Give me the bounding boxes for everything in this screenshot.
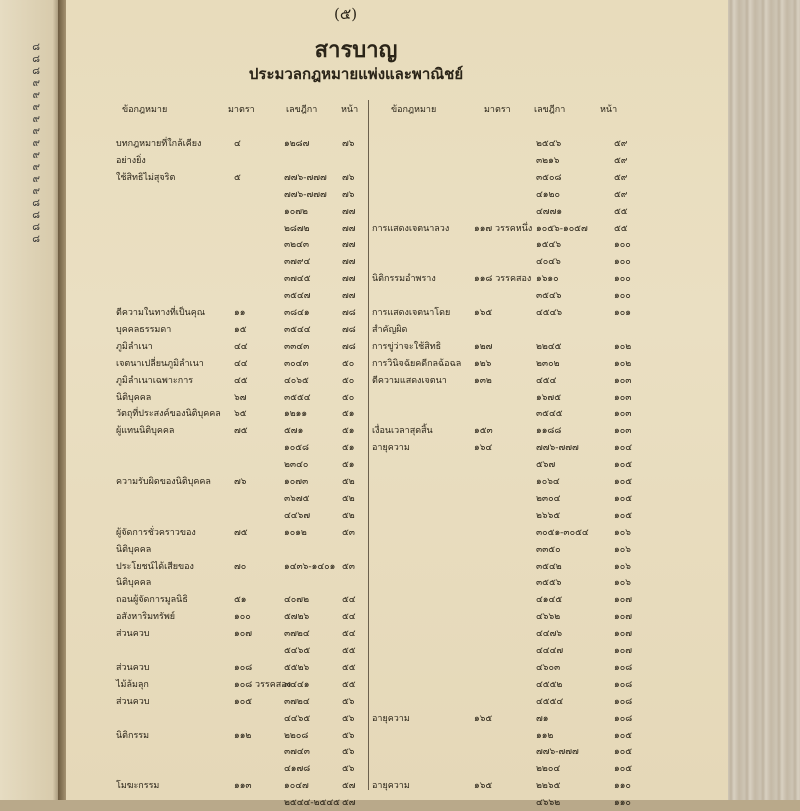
entry-decision-number: ๓๒๑๖	[536, 155, 560, 166]
entry-page: ๕๒	[342, 510, 355, 521]
entry-page: ๑๐๘	[614, 696, 633, 707]
entry-page: ๑๐๐	[614, 291, 631, 302]
left-page-number: ๘	[32, 66, 40, 77]
entry-page: ๗๘	[342, 324, 356, 335]
entry-decision-number: ๑๐๗๓	[284, 477, 309, 487]
left-page-number: ๙	[32, 186, 40, 197]
left-page-number: ๙	[32, 174, 40, 185]
entry-page: ๑๐๕	[614, 493, 633, 504]
entry-page: ๗๗	[342, 206, 356, 217]
entry-page: ๑๐๗	[614, 629, 632, 640]
left-page-number: ๘	[32, 234, 40, 245]
entry-topic: อย่างยิ่ง	[116, 155, 146, 166]
entry-decision-number: ๑๖๗๕	[536, 392, 562, 403]
entry-decision-number: ๓๒๔๓	[284, 240, 310, 251]
entry-decision-number: ๓๕๕๔	[284, 392, 311, 403]
page-title: สารบาญ	[314, 38, 398, 63]
left-page-number: ๘	[32, 198, 40, 209]
entry-topic: การวินิจฉัยคดีกลฉ้อฉล	[372, 358, 462, 369]
entry-decision-number: ๔๗๗๑	[536, 206, 563, 217]
entry-section: ๗๐	[234, 561, 247, 572]
entry-decision-number: ๒๕๔๔-๒๕๔๕	[284, 798, 340, 809]
entry-page: ๕๕	[614, 223, 628, 234]
entry-decision-number: ๓๕๔๕	[536, 409, 563, 420]
entry-topic: ความรับผิดของนิติบุคคล	[116, 477, 211, 487]
entry-page: ๕๗	[342, 798, 356, 809]
entry-decision-number: ๓๔๔๑	[284, 679, 310, 690]
entry-page: ๑๐๖	[614, 561, 631, 572]
entry-topic: ผู้จัดการชั่วคราวของ	[116, 527, 196, 538]
entry-section: ๑๑	[234, 308, 246, 318]
header-topic-right: ข้อกฎหมาย	[391, 105, 437, 115]
entry-page: ๗๗	[342, 291, 356, 302]
entry-topic: ประโยชน์ได้เสียของ	[116, 561, 194, 572]
entry-decision-number: ๓๘๔๑	[284, 308, 310, 318]
entry-page: ๑๐๘	[614, 713, 633, 724]
entry-section: ๔๔	[234, 358, 248, 369]
entry-page: ๕๑	[342, 443, 355, 454]
entry-decision-number: ๒๕๔๖	[536, 139, 562, 149]
left-page-number: ๘	[32, 210, 40, 221]
entry-decision-number: ๑๑๒	[536, 730, 554, 741]
entry-page: ๕๑	[342, 409, 355, 420]
left-page-number: ๙	[32, 162, 40, 173]
entry-decision-number: ๔๑๒๐	[536, 189, 560, 200]
entry-section: ๔๕	[234, 375, 248, 386]
entry-decision-number: ๕๔๖๕	[284, 646, 311, 656]
entry-section: ๑๖๕	[474, 781, 493, 792]
entry-page: ๑๐๒	[614, 358, 632, 369]
entry-page: ๗๖	[342, 172, 355, 183]
entry-topic: นิติกรรม	[116, 730, 150, 741]
entry-decision-number: ๔๔๔๗	[536, 646, 564, 656]
entry-topic: ตีความในทางที่เป็นคุณ	[116, 308, 206, 318]
entry-decision-number: ๑๒๘๗	[284, 139, 310, 149]
entry-decision-number: ๔๖๐๓	[536, 662, 561, 673]
header-pageno-right: เลขฎีกา	[534, 105, 566, 115]
entry-decision-number: ๓๗๔๕	[284, 274, 311, 285]
entry-page: ๑๐๒	[614, 341, 632, 352]
entry-section: ๔	[234, 139, 241, 149]
entry-topic: ส่วนควบ	[116, 696, 150, 707]
entry-topic: ตีความแสดงเจตนา	[372, 375, 447, 386]
entry-section: ๖๕	[234, 409, 247, 420]
entry-decision-number: ๔๕๕๒	[536, 679, 563, 690]
entry-section: ๑๐๗	[234, 629, 252, 640]
entry-topic: ใช้สิทธิไม่สุจริต	[116, 172, 176, 183]
entry-page: ๑๐๔	[614, 443, 633, 454]
entry-page: ๗๘	[342, 308, 356, 318]
entry-topic: วัตถุที่ประสงค์ของนิติบุคคล	[116, 409, 221, 420]
entry-decision-number: ๑๔๓๖-๑๔๐๑	[284, 561, 336, 572]
entry-page: ๕๔	[342, 595, 356, 606]
entry-page: ๕๕	[342, 646, 356, 656]
entry-page: ๑๐๗	[614, 595, 632, 606]
entry-section: ๑๐๘	[234, 662, 253, 673]
entry-page: ๑๐๗	[614, 612, 632, 623]
entry-topic: อายุความ	[372, 713, 410, 724]
left-page-number: ๙	[32, 78, 40, 89]
entry-decision-number: ๔๐๗๒	[284, 595, 310, 606]
entry-section: ๑๒๗	[474, 341, 493, 352]
entry-page: ๗๘	[342, 341, 356, 352]
left-page-number: ๘	[32, 54, 40, 65]
entry-decision-number: ๕๕๒๖	[284, 662, 310, 673]
entry-decision-number: ๒๒๐๔	[536, 764, 561, 775]
left-page-number: ๙	[32, 126, 40, 137]
entry-decision-number: ๓๗๒๔	[284, 629, 310, 640]
entry-page: ๕๖	[342, 730, 355, 741]
entry-page: ๑๐๐	[614, 257, 631, 268]
entry-page: ๕๕	[614, 206, 628, 217]
entry-decision-number: ๔๖๖๒	[536, 798, 561, 809]
entry-topic: อายุความ	[372, 443, 410, 454]
entry-decision-number: ๗๗๖-๗๗๗	[284, 189, 327, 200]
entry-page: ๗๗	[342, 257, 356, 268]
entry-page: ๑๐๓	[614, 375, 632, 386]
entry-topic: การแสดงเจตนาโดย	[372, 308, 451, 318]
entry-topic: อายุความ	[372, 781, 410, 792]
entry-page: ๕๐	[342, 392, 355, 403]
entry-decision-number: ๓๗๔๓	[284, 747, 310, 758]
entry-decision-number: ๔๐๖๕	[284, 375, 309, 386]
entry-page: ๑๐๑	[614, 308, 631, 318]
entry-decision-number: ๕๖๗	[536, 460, 556, 471]
header-section-left: มาตรา	[228, 105, 255, 115]
entry-page: ๑๐๓	[614, 392, 632, 403]
entry-decision-number: ๑๐๕๖-๑๐๕๗	[536, 223, 588, 234]
entry-decision-number: ๑๕๔๖	[536, 240, 562, 251]
entry-decision-number: ๒๘๗๒	[284, 223, 310, 234]
entry-page: ๕๒	[342, 477, 355, 487]
entry-decision-number: ๓๐๔๓	[284, 358, 309, 369]
entry-decision-number: ๓๕๔๒	[536, 561, 562, 572]
entry-section: ๔๔	[234, 341, 248, 352]
entry-page: ๕๑	[342, 460, 355, 471]
entry-decision-number: ๑๐๗๒	[284, 206, 308, 217]
entry-page: ๑๐๕	[614, 747, 633, 758]
entry-decision-number: ๓๕๔๗	[284, 291, 311, 302]
entry-topic: ไม้ล้มลุก	[116, 679, 149, 690]
entry-section: ๑๕	[234, 324, 247, 335]
entry-section: ๕๑	[234, 595, 247, 606]
entry-topic: ส่วนควบ	[116, 662, 150, 673]
entry-decision-number: ๑๖๑๐	[536, 274, 559, 285]
entry-page: ๑๐๖	[614, 578, 631, 589]
entry-page: ๑๐๖	[614, 527, 631, 538]
entry-decision-number: ๕๗๑	[284, 426, 304, 437]
entry-section: ๖๗	[234, 392, 247, 403]
entry-page: ๑๐๕	[614, 477, 633, 487]
index-page	[66, 0, 728, 809]
entry-decision-number: ๓๕๐๘	[536, 172, 562, 183]
entry-decision-number: ๓๗๒๔	[284, 696, 310, 707]
entry-page: ๑๐๓	[614, 426, 632, 437]
entry-decision-number: ๗๗๖-๗๗๗	[536, 443, 579, 454]
entry-page: ๑๐๐	[614, 240, 631, 251]
entry-decision-number: ๑๐๔๗	[284, 781, 309, 792]
entry-decision-number: ๔๕๕๔	[536, 696, 564, 707]
entry-page: ๕๖	[342, 747, 355, 758]
entry-topic: นิติบุคคล	[116, 392, 152, 403]
entry-decision-number: ๕๗๒๖	[284, 612, 310, 623]
entry-section: ๑๖๕	[474, 713, 493, 724]
left-page-number: ๘	[32, 42, 40, 53]
entry-decision-number: ๓๖๗๕	[284, 493, 310, 504]
entry-decision-number: ๓๕๕๖	[536, 578, 562, 589]
entry-topic: นิติกรรมอำพราง	[372, 274, 436, 285]
entry-decision-number: ๓๕๔๔	[284, 324, 311, 335]
entry-page: ๑๐๖	[614, 544, 631, 555]
entry-page: ๕๐	[342, 358, 355, 369]
entry-page: ๑๐๕	[614, 460, 633, 471]
entry-decision-number: ๑๒๑๑	[284, 409, 308, 420]
entry-topic: การแสดงเจตนาลวง	[372, 223, 450, 234]
entry-topic: เจตนาเปลี่ยนภูมิลำเนา	[116, 358, 204, 369]
header-pageno-left: เลขฎีกา	[286, 105, 318, 115]
entry-decision-number: ๔๑๔๕	[536, 595, 563, 606]
entry-page: ๗๖	[342, 139, 355, 149]
entry-page: ๑๐๓	[614, 409, 632, 420]
entry-decision-number: ๒๖๖๕	[536, 510, 561, 521]
entry-section: ๕	[234, 172, 241, 183]
entry-decision-number: ๓๕๔๖	[536, 291, 562, 302]
header-topic-left: ข้อกฎหมาย	[122, 105, 168, 115]
entry-section: ๑๕๓	[474, 426, 493, 437]
entry-decision-number: ๓๓๔๓	[284, 341, 310, 352]
header-section-right: มาตรา	[484, 105, 511, 115]
entry-page: ๕๒	[342, 493, 355, 504]
entry-page: ๕๙	[614, 139, 628, 149]
entry-decision-number: ๒๒๖๕	[536, 781, 561, 792]
entry-page: ๕๙	[614, 155, 628, 166]
page-subtitle: ประมวลกฎหมายแพ่งและพาณิชย์	[248, 65, 464, 83]
entry-decision-number: ๓๐๕๑-๓๐๕๔	[536, 527, 589, 538]
entry-page: ๕๕	[342, 662, 356, 673]
entry-topic: ผู้แทนนิติบุคคล	[116, 426, 175, 437]
entry-decision-number: ๑๐๖๔	[536, 477, 560, 487]
entry-page: ๗๗	[342, 274, 356, 285]
entry-topic: บุคคลธรรมดา	[116, 324, 172, 335]
entry-decision-number: ๗๑	[536, 713, 549, 724]
entry-page: ๕๔	[342, 612, 356, 623]
entry-decision-number: ๓๓๕๐	[536, 544, 561, 555]
entry-page: ๕๓	[342, 527, 355, 538]
entry-topic: โมฆะกรรม	[116, 781, 160, 792]
left-page-number: ๙	[32, 150, 40, 161]
entry-decision-number: ๔๐๔๖	[536, 257, 561, 268]
left-page-number: ๙	[32, 114, 40, 125]
entry-page: ๑๐๘	[614, 679, 633, 690]
entry-section: ๑๐๕	[234, 696, 253, 707]
entry-topic: ภูมิลำเนา	[116, 341, 153, 352]
entry-section: ๑๖๕	[474, 308, 493, 318]
left-page-number: ๙	[32, 102, 40, 113]
entry-section: ๑๐๐	[234, 612, 251, 623]
entry-section: ๗๖	[234, 477, 247, 487]
entry-page: ๕๓	[342, 561, 355, 572]
entry-topic: นิติบุคคล	[116, 544, 152, 555]
entry-topic: ภูมิลำเนาเฉพาะการ	[116, 375, 194, 386]
entry-decision-number: ๒๓๔๐	[284, 460, 309, 471]
entry-section: ๑๑๒	[234, 730, 252, 741]
entry-decision-number: ๔๔๖๕	[284, 713, 311, 724]
entry-page: ๕๖	[342, 696, 355, 707]
entry-decision-number: ๔๔๗๖	[536, 629, 563, 640]
entry-decision-number: ๓๗๙๔	[284, 257, 311, 268]
entry-decision-number: ๔๕๔๖	[536, 308, 563, 318]
entry-page: ๕๕	[342, 679, 356, 690]
entry-page: ๕๔	[342, 629, 356, 640]
entry-page: ๕๙	[614, 172, 628, 183]
entry-page: ๑๐๕	[614, 510, 633, 521]
entry-decision-number: ๔๕๔	[536, 375, 557, 386]
entry-topic: ส่วนควบ	[116, 629, 150, 640]
entry-topic: บทกฎหมายที่ใกล้เคียง	[116, 139, 202, 149]
entry-page: ๕๐	[342, 375, 355, 386]
entry-topic: ถอนผู้จัดการมูลนิธิ	[116, 595, 188, 606]
entry-decision-number: ๗๗๖-๗๗๗	[284, 172, 327, 183]
column-divider	[368, 100, 369, 790]
header-page-right: หน้า	[600, 105, 618, 115]
entry-page: ๕๖	[342, 713, 355, 724]
entry-section: ๑๓๒	[474, 375, 492, 386]
entry-decision-number: ๔๑๗๘	[284, 764, 311, 775]
entry-section: ๑๖๔	[474, 443, 493, 454]
entry-page: ๑๐๕	[614, 730, 633, 741]
entry-topic: การขู่ว่าจะใช้สิทธิ	[372, 341, 442, 352]
entry-page: ๗๗	[342, 223, 356, 234]
entry-section: ๑๑๓	[234, 781, 252, 792]
entry-page: ๗๗	[342, 240, 356, 251]
entry-topic: อสังหาริมทรัพย์	[116, 612, 176, 623]
entry-page: ๗๖	[342, 189, 355, 200]
entry-topic: สำคัญผิด	[372, 324, 408, 335]
entry-section: ๗๕	[234, 527, 248, 538]
entry-decision-number: ๔๔๖๗	[284, 510, 311, 521]
left-page-number: ๘	[32, 222, 40, 233]
header-page-left: หน้า	[341, 105, 359, 115]
entry-page: ๕๑	[342, 426, 355, 437]
entry-section: ๑๒๖	[474, 358, 492, 369]
entry-decision-number: ๔๖๖๒	[536, 612, 561, 623]
entry-topic: เงื่อนเวลาสุดสิ้น	[372, 426, 433, 437]
entry-section: ๑๑๘ วรรคสอง	[474, 274, 532, 285]
entry-decision-number: ๒๓๐๒	[536, 358, 560, 369]
entry-decision-number: ๑๑๘๘	[536, 426, 562, 437]
entry-page: ๑๐๘	[614, 662, 633, 673]
entry-decision-number: ๑๐๕๘	[284, 443, 309, 454]
left-facing-page	[0, 0, 62, 800]
entry-page: ๕๙	[614, 189, 628, 200]
entry-page: ๑๑๐	[614, 781, 631, 792]
entry-page: ๕๗	[342, 781, 356, 792]
entry-page: ๑๐๐	[614, 274, 631, 285]
entry-decision-number: ๒๓๐๔	[536, 493, 561, 504]
entry-page: ๕๖	[342, 764, 355, 775]
entry-section: ๑๑๗ วรรคหนึ่ง	[474, 223, 533, 234]
entry-page: ๑๐๕	[614, 764, 633, 775]
entry-section: ๑๐๘ วรรคสอง	[234, 679, 292, 690]
page-number: (๕)	[334, 5, 358, 23]
entry-page: ๑๑๐	[614, 798, 631, 809]
entry-decision-number: ๑๐๑๒	[284, 527, 307, 538]
entry-topic: นิติบุคคล	[116, 578, 152, 589]
entry-section: ๗๕	[234, 426, 248, 437]
entry-decision-number: ๒๒๔๕	[536, 341, 562, 352]
entry-decision-number: ๗๗๖-๗๗๗	[536, 747, 579, 758]
entry-decision-number: ๒๒๐๘	[284, 730, 309, 741]
left-page-number: ๙	[32, 138, 40, 149]
entry-page: ๑๐๗	[614, 646, 632, 656]
left-page-number: ๙	[32, 90, 40, 101]
